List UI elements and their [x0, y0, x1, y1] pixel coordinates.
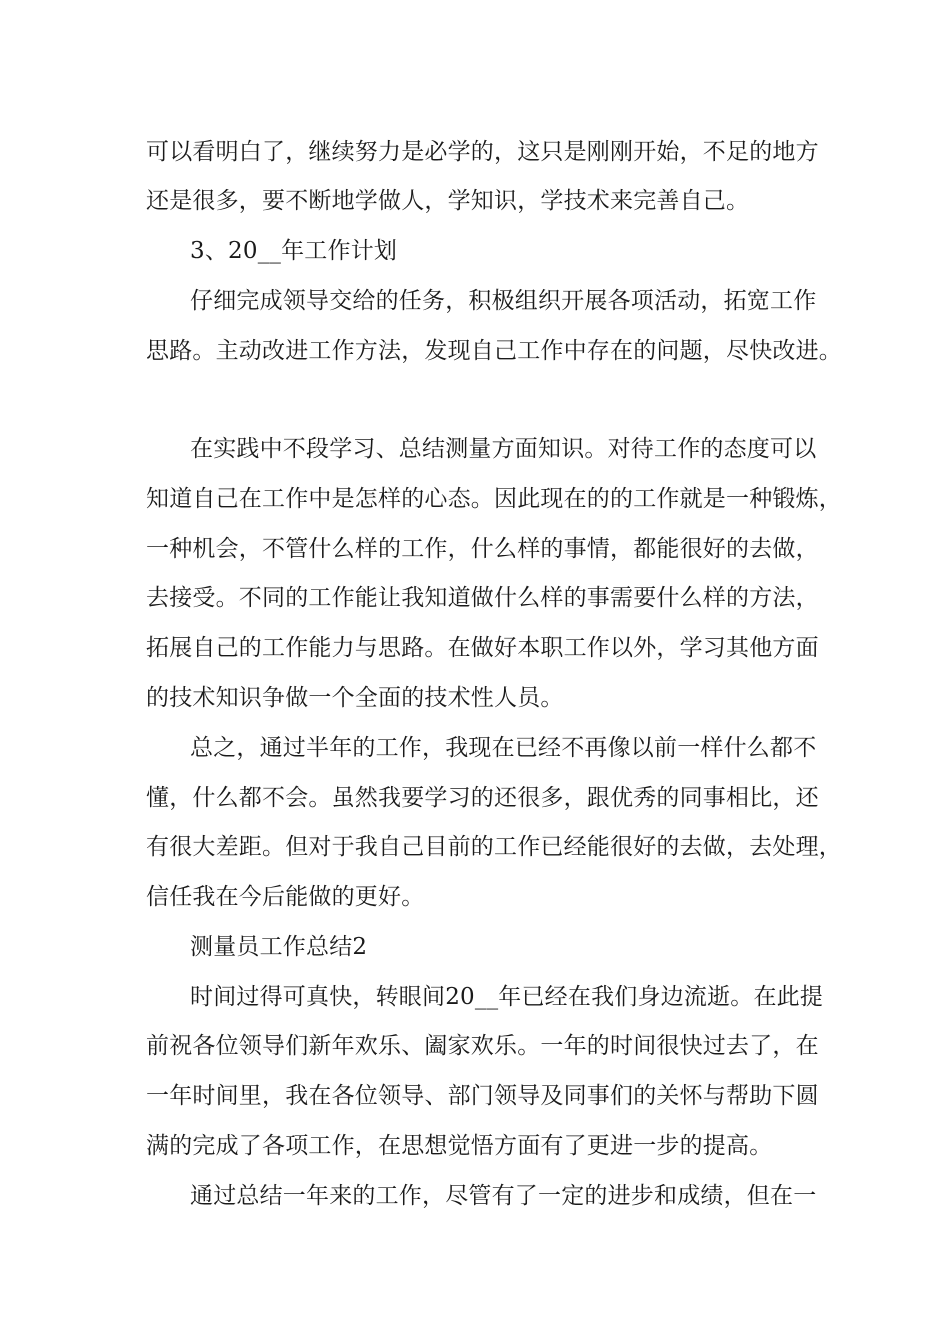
text-line: 一种机会，不管什么样的工作，什么样的事情，都能很好的去做， — [146, 536, 819, 562]
text-line: 还是很多，要不断地学做人，学知识，学技术来完善自己。 — [146, 188, 750, 214]
text-line: 总之，通过半年的工作，我现在已经不再像以前一样什么都不 — [190, 735, 817, 761]
text-line: 前祝各位领导们新年欢乐、阖家欢乐。一年的时间很快过去了，在 — [146, 1033, 819, 1059]
text-line: 时间过得可真快，转眼间20__年已经在我们身边流逝。在此提 — [190, 984, 824, 1010]
text-line: 在实践中不段学习、总结测量方面知识。对待工作的态度可以 — [190, 436, 817, 462]
text-line: 信任我在今后能做的更好。 — [146, 884, 425, 910]
text-line: 去接受。不同的工作能让我知道做什么样的事需要什么样的方法， — [146, 585, 819, 611]
text-line: 仔细完成领导交给的任务，积极组织开展各项活动，拓宽工作 — [190, 288, 817, 314]
text-line: 懂，什么都不会。虽然我要学习的还很多，跟优秀的同事相比，还 — [146, 785, 819, 811]
text-line: 思路。主动改进工作方法，发现自己工作中存在的问题，尽快改进。 — [146, 338, 842, 364]
text-line: 知道自己在工作中是怎样的心态。因此现在的的工作就是一种锻炼， — [146, 486, 842, 512]
section-heading: 3、20__年工作计划 — [190, 238, 398, 264]
section-heading: 测量员工作总结2 — [190, 934, 368, 960]
text-line: 拓展自己的工作能力与思路。在做好本职工作以外，学习其他方面 — [146, 635, 819, 661]
text-line: 的技术知识争做一个全面的技术性人员。 — [146, 685, 564, 711]
text-line: 一年时间里，我在各位领导、部门领导及同事们的关怀与帮助下圆 — [146, 1083, 819, 1109]
text-line: 可以看明白了，继续努力是必学的，这只是刚刚开始，不足的地方 — [146, 139, 819, 165]
text-line: 有很大差距。但对于我自己目前的工作已经能很好的去做，去处理， — [146, 834, 842, 860]
text-line: 满的完成了各项工作，在思想觉悟方面有了更进一步的提高。 — [146, 1133, 773, 1159]
text-line: 通过总结一年来的工作，尽管有了一定的进步和成绩，但在一 — [190, 1183, 817, 1209]
